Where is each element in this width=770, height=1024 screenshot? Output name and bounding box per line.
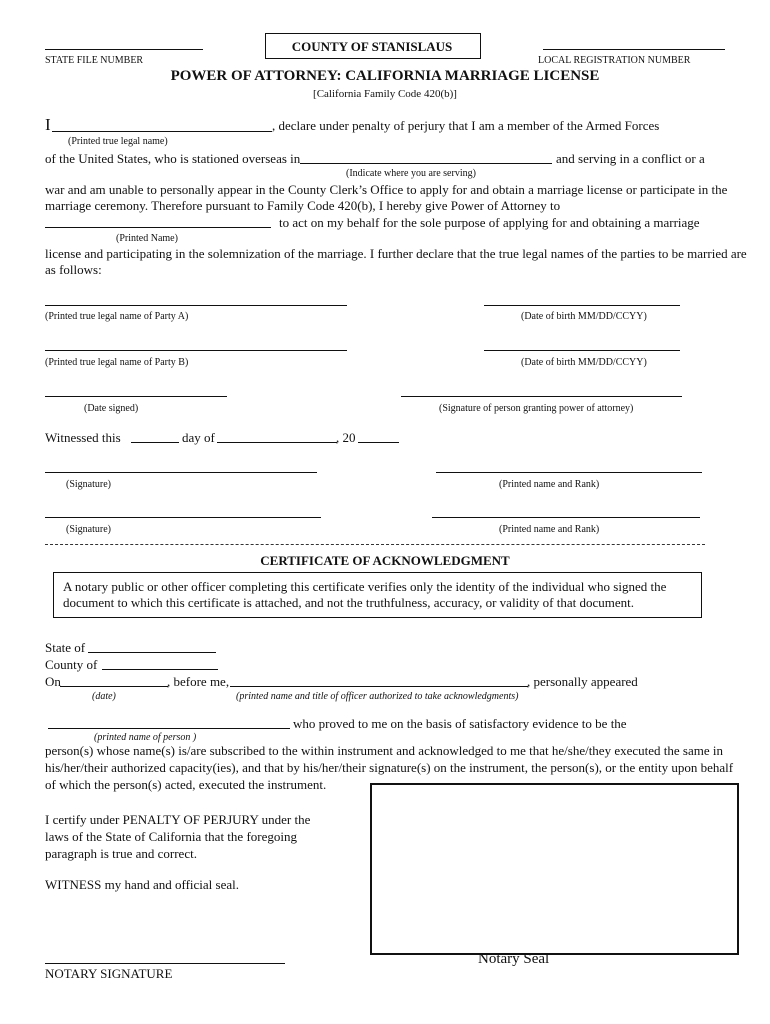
party-a-dob-field[interactable] <box>484 305 680 306</box>
before-me-label: , before me, <box>167 674 230 689</box>
witness-day-field[interactable] <box>131 442 179 443</box>
ack-date-field[interactable] <box>60 686 168 687</box>
party-a-dob-caption: (Date of birth MM/DD/CCYY) <box>521 311 647 322</box>
state-file-number-label: STATE FILE NUMBER <box>45 55 144 66</box>
officer-name-field[interactable] <box>230 686 528 687</box>
declaration-line4: marriage ceremony. Therefore pursuant to Family Code 420(b), I hereby give Power of Attorney to <box>45 198 561 213</box>
ack-paragraph-line2: his/her/their authorized capacity(ies), and that by his/her/their signature(s) on the instrument, the person(s), or the entity upon behalf <box>45 760 734 775</box>
witness1-rank-caption: (Printed name and Rank) <box>499 479 600 490</box>
local-registration-label: LOCAL REGISTRATION NUMBER <box>538 55 691 66</box>
witness1-signature-caption: (Signature) <box>66 479 111 490</box>
party-b-dob-field[interactable] <box>484 350 680 351</box>
caption-person: (printed name of person ) <box>94 732 197 743</box>
declaration-line1: , declare under penalty of perjury that I am a member of the Armed Forces <box>272 118 660 133</box>
declaration-line7: as follows: <box>45 262 102 277</box>
declaration-line5: to act on my behalf for the sole purpose of applying for and obtaining a marriage <box>279 215 700 230</box>
declaration-i: I <box>45 115 51 134</box>
party-b-caption: (Printed true legal name of Party B) <box>45 357 189 368</box>
witness2-rank-field[interactable] <box>432 517 700 518</box>
personally-appeared-label: , personally appeared <box>527 674 638 689</box>
local-registration-line[interactable] <box>543 49 725 50</box>
proved-line: who proved to me on the basis of satisfactory evidence to be the <box>293 716 627 731</box>
certify-line1: I certify under PENALTY OF PERJURY under the <box>45 812 311 827</box>
state-file-number-line[interactable] <box>45 49 203 50</box>
year-prefix-label: , 20 <box>336 430 356 445</box>
state-of-label: State of <box>45 640 86 655</box>
notary-seal-box[interactable] <box>370 783 739 955</box>
party-b-dob-caption: (Date of birth MM/DD/CCYY) <box>521 357 647 368</box>
form-subtitle: [California Family Code 420(b)] <box>313 88 457 100</box>
ack-paragraph-line1: person(s) whose name(s) is/are subscribed to the within instrument and acknowledged to me that he/she/they executed the same in <box>45 743 723 758</box>
state-of-field[interactable] <box>88 652 216 653</box>
attorney-name-field[interactable] <box>45 227 271 228</box>
witness2-signature-caption: (Signature) <box>66 524 111 535</box>
county-title: COUNTY OF STANISLAUS <box>291 39 453 54</box>
certify-line2: laws of the State of California that the foregoing <box>45 829 297 844</box>
county-of-field[interactable] <box>102 669 218 670</box>
witness2-signature-field[interactable] <box>45 517 321 518</box>
declaration-line6: license and participating in the solemnization of the marriage. I further declare that the true legal names of the parties to be married are <box>45 246 747 261</box>
notary-notice-line1: A notary public or other officer completing this certificate verifies only the identity of the individual who signed the <box>63 579 667 594</box>
certify-line3: paragraph is true and correct. <box>45 846 197 861</box>
party-a-caption: (Printed true legal name of Party A) <box>45 311 189 322</box>
party-b-name-field[interactable] <box>45 350 347 351</box>
party-a-name-field[interactable] <box>45 305 347 306</box>
witnessed-this-label: Witnessed this <box>45 430 121 445</box>
grantor-signature-caption: (Signature of person granting power of attorney) <box>439 403 634 414</box>
on-label: On <box>45 674 61 689</box>
caption-date: (date) <box>92 691 116 702</box>
date-signed-field[interactable] <box>45 396 227 397</box>
caption-where-serving: (Indicate where you are serving) <box>346 168 476 179</box>
declaration-line2-tail: and serving in a conflict or a <box>556 151 705 166</box>
declarant-name-field[interactable] <box>52 131 272 132</box>
witness2-rank-caption: (Printed name and Rank) <box>499 524 600 535</box>
caption-printed-name: (Printed Name) <box>116 233 178 244</box>
county-of-label: County of <box>45 657 98 672</box>
witness-year-field[interactable] <box>358 442 399 443</box>
declaration-line2-head: of the United States, who is stationed overseas in <box>45 151 301 166</box>
form-title: POWER OF ATTORNEY: CALIFORNIA MARRIAGE LICENSE <box>170 68 600 84</box>
person-name-field[interactable] <box>48 728 290 729</box>
witness-month-field[interactable] <box>217 442 337 443</box>
date-signed-caption: (Date signed) <box>84 403 139 414</box>
day-of-label: day of <box>182 430 215 445</box>
notary-signature-field[interactable] <box>45 963 285 964</box>
notary-notice-line2: document to which this certificate is attached, and not the truthfulness, accuracy, or validity of that document. <box>63 595 634 610</box>
witness-hand-line: WITNESS my hand and official seal. <box>45 877 239 892</box>
section-divider <box>45 544 705 545</box>
grantor-signature-field[interactable] <box>401 396 682 397</box>
ack-paragraph-line3: of which the person(s) acted, executed the instrument. <box>45 777 327 792</box>
overseas-location-field[interactable] <box>300 163 552 164</box>
notary-seal-label: Notary Seal <box>478 951 550 967</box>
notary-signature-label: NOTARY SIGNATURE <box>45 966 173 981</box>
witness1-signature-field[interactable] <box>45 472 317 473</box>
certificate-title: CERTIFICATE OF ACKNOWLEDGMENT <box>260 553 510 568</box>
witness1-rank-field[interactable] <box>436 472 702 473</box>
caption-true-legal-name: (Printed true legal name) <box>68 136 168 147</box>
declaration-line3: war and am unable to personally appear in the County Clerk’s Office to apply for and obtain a marriage license or participate in the <box>45 182 728 197</box>
caption-officer: (printed name and title of officer authorized to take acknowledgments) <box>236 691 519 702</box>
